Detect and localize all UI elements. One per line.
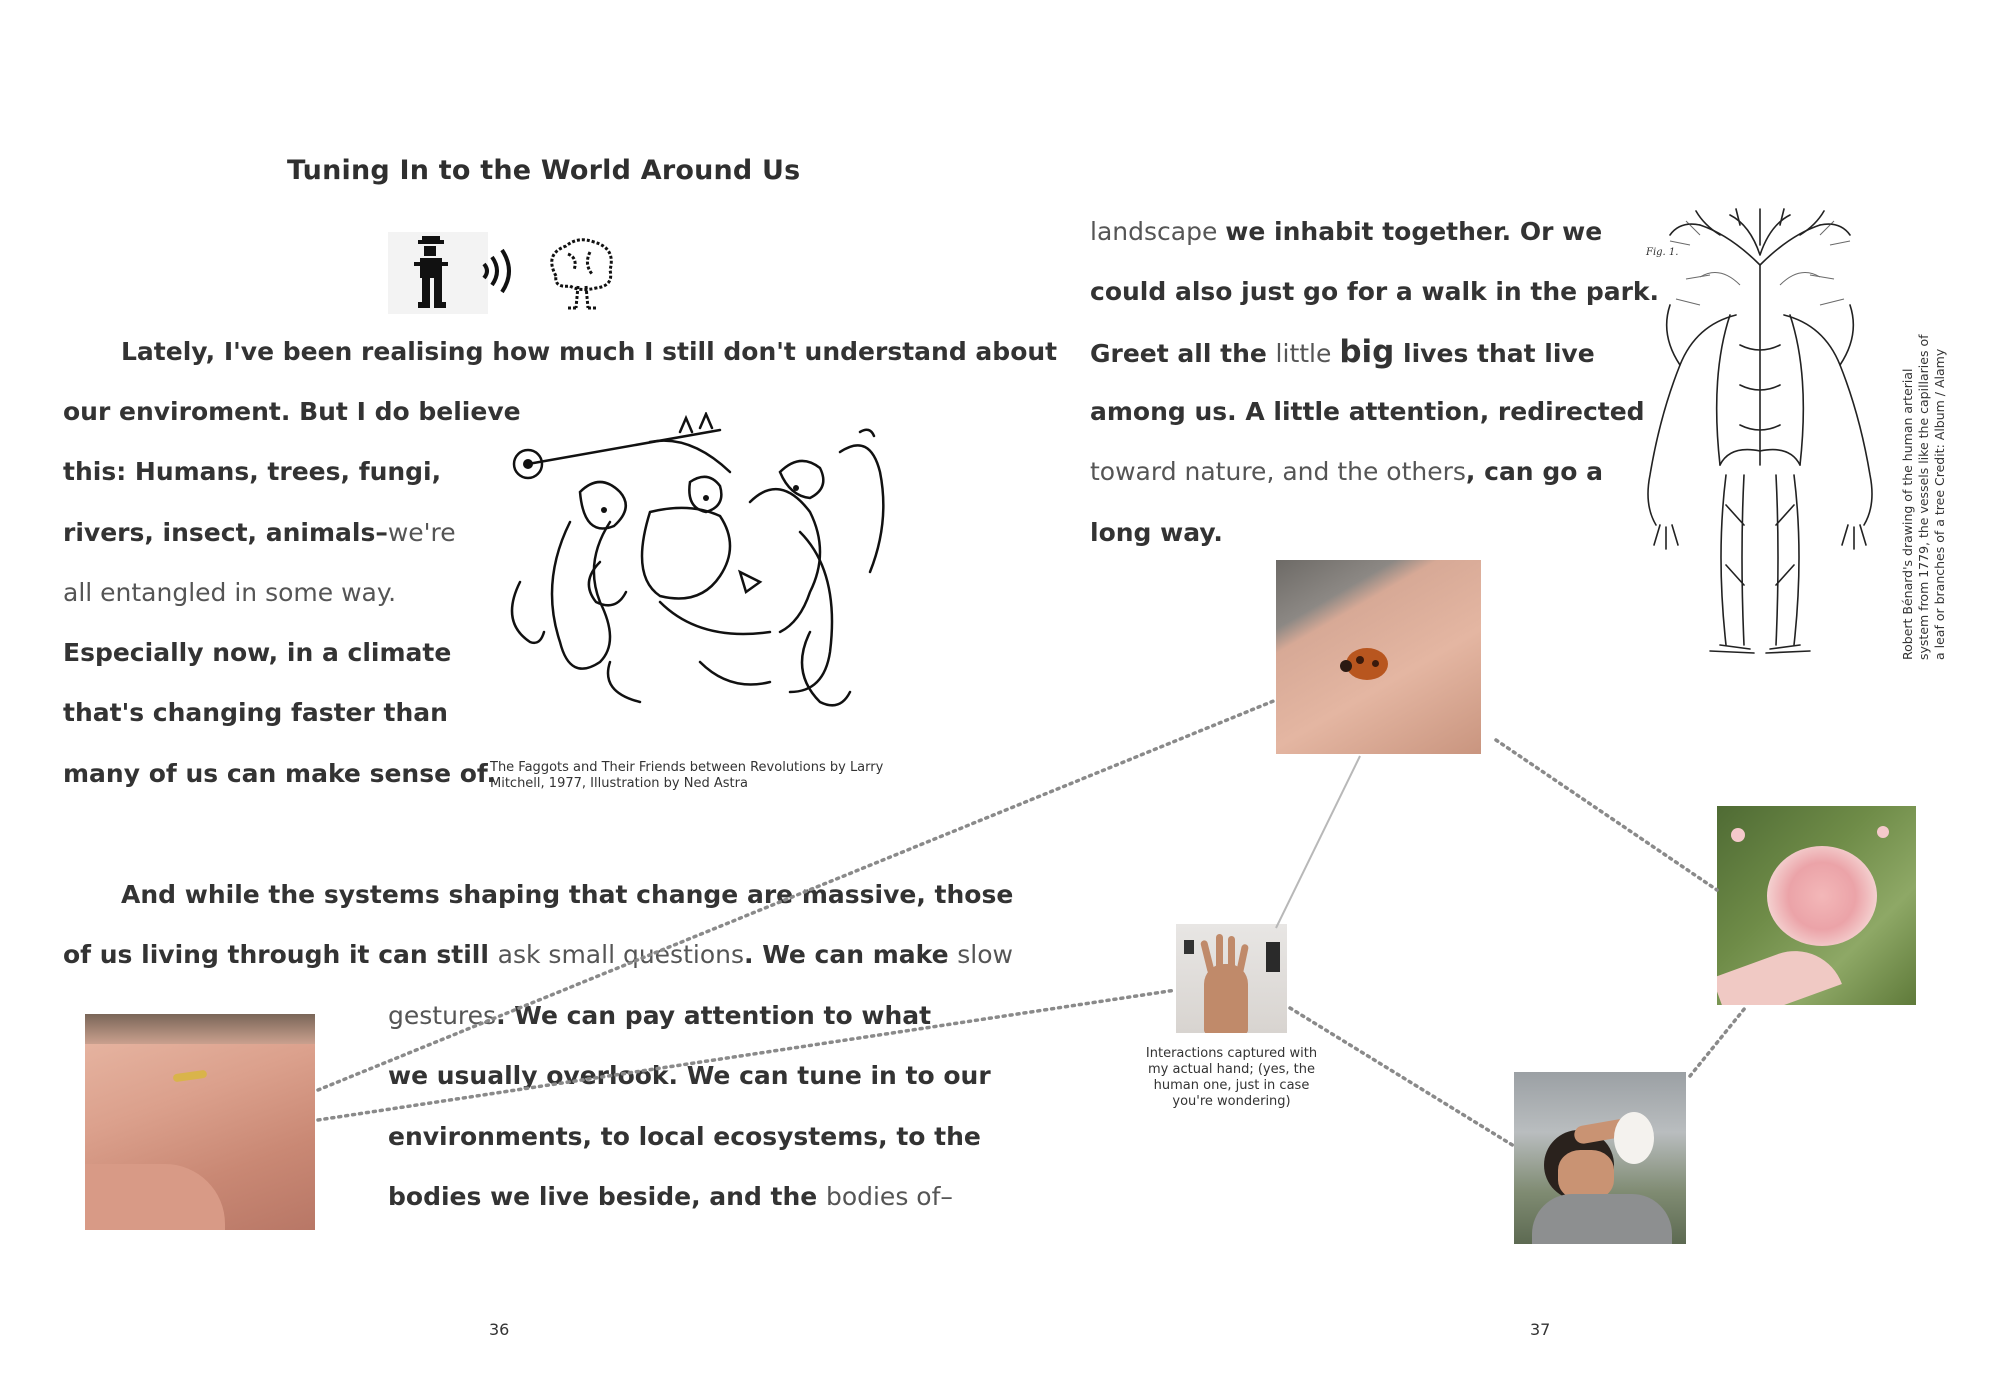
body-text-line: Lately, I've been realising how much I still don't understand about [121, 337, 1058, 366]
body-text-line: long way. [1090, 518, 1223, 547]
body-text-line: Greet all the little big lives that live [1090, 334, 1595, 370]
arterial-caption: Robert Bénard's drawing of the human arterial system from 1779, the vessels like the capillaries of a leaf or branches of a tree Credit: Album / Alamy [1900, 334, 1947, 660]
body-text-line: landscape we inhabit together. Or we [1090, 217, 1603, 246]
body-text-line: could also just go for a walk in the park. [1090, 277, 1660, 306]
illustration-caption: The Faggots and Their Friends between Revolutions by Larry Mitchell, 1977, Illustration by Ned Astra [490, 760, 884, 791]
dotted-connector [318, 700, 1276, 1090]
body-text-line: And while the systems shaping that change are massive, those [121, 880, 1014, 909]
page-number-left: 36 [489, 1320, 510, 1339]
section-title: Tuning In to the World Around Us [287, 155, 801, 186]
dotted-connector [1496, 740, 1717, 890]
body-text-line: Especially now, in a climate [63, 638, 452, 667]
body-text-line: among us. A little attention, redirected [1090, 397, 1645, 426]
body-text-line: all entangled in some way. [63, 578, 397, 607]
solid-connector [1276, 756, 1360, 928]
body-text-line: that's changing faster than [63, 698, 448, 727]
body-text-line: toward nature, and the others, can go a [1090, 457, 1603, 486]
dotted-connector [318, 990, 1176, 1120]
body-text-line: many of us can make sense of. [63, 759, 496, 788]
page-number-right: 37 [1530, 1320, 1551, 1339]
body-text-line: bodies we live beside, and the bodies of– [388, 1182, 953, 1211]
body-text-line: gestures. We can pay attention to what [388, 1001, 932, 1030]
svg-text:Fig. 1.: Fig. 1. [1646, 247, 1679, 258]
body-text-line: we usually overlook. We can tune in to our [388, 1061, 991, 1090]
body-text-line: this: Humans, trees, fungi, [63, 457, 442, 486]
body-text-line: rivers, insect, animals–we're [63, 518, 456, 547]
body-text-line: of us living through it can still ask small questions. We can make slow [63, 940, 1013, 969]
body-text-line: environments, to local ecosystems, to the [388, 1122, 981, 1151]
hand-caption: Interactions captured with my actual hand; (yes, the human one, just in case you're wondering) [1145, 1046, 1318, 1109]
body-text-line: our enviroment. But I do believe [63, 397, 521, 426]
dotted-connector [1290, 1008, 1514, 1146]
dotted-connector [1690, 1008, 1745, 1076]
